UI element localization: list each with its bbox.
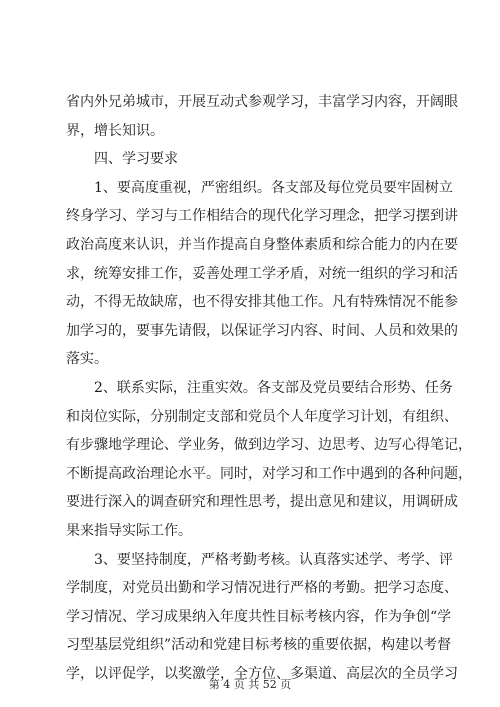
- text-line: 2、联系实际，注重实效。各支部及党员要结合形势、任务: [94, 379, 453, 396]
- text-line: 习型基层党组织”活动和党建目标考核的重要依据，构建以考督: [66, 637, 452, 654]
- text-line: 有步骤地学理论、学业务，做到边学习、边思考、边写心得笔记，: [66, 437, 472, 454]
- text-line: 界，增长知识。: [66, 122, 164, 139]
- text-line: 省内外兄弟城市，开展互动式参观学习，丰富学习内容，开阔眼: [66, 94, 458, 110]
- page-number-footer: 第 4 页 共 52 页: [208, 678, 292, 691]
- text-line: 和岗位实际，分别制定支部和党员个人年度学习计划，有组织、: [66, 408, 458, 425]
- text-line: 政治高度来认识，并当作提高自身整体素质和综合能力的内在要: [66, 236, 458, 253]
- text-line: 3、要坚持制度，严格考勤考核。认真落实述学、考学、评: [94, 551, 453, 568]
- text-line: 求，统筹安排工作，妥善处理工学矛盾，对统一组织的学习和活: [66, 265, 458, 282]
- section-heading: 四、学习要求: [94, 151, 178, 168]
- text-line: 果来指导实际工作。: [66, 522, 192, 539]
- text-line: 1、要高度重视，严密组织。各支部及每位党员要牢固树立: [94, 179, 453, 196]
- text-line: 不断提高政治理论水平。同时，对学习和工作中遇到的各种问题，: [66, 465, 472, 482]
- body-text: [66, 88, 472, 688]
- text-line: 学，以评促学，以奖激学，全方位、多渠道、高层次的全员学习: [66, 665, 458, 682]
- text-line: 学习情况、学习成果纳入年度共性目标考核内容，作为争创“学: [66, 608, 452, 625]
- text-line: 终身学习、学习与工作相结合的现代化学习理念，把学习摆到讲: [66, 208, 458, 225]
- text-line: 要进行深入的调查研究和理性思考，提出意见和建议，用调研成: [66, 494, 458, 511]
- text-line: 学制度，对党员出勤和学习情况进行严格的考勤。把学习态度、: [66, 580, 458, 597]
- text-line: 动，不得无故缺席，也不得安排其他工作。凡有特殊情况不能参: [66, 294, 458, 311]
- text-line: 落实。: [66, 351, 108, 368]
- text-line: 加学习的，要事先请假，以保证学习内容、时间、人员和效果的: [66, 322, 458, 339]
